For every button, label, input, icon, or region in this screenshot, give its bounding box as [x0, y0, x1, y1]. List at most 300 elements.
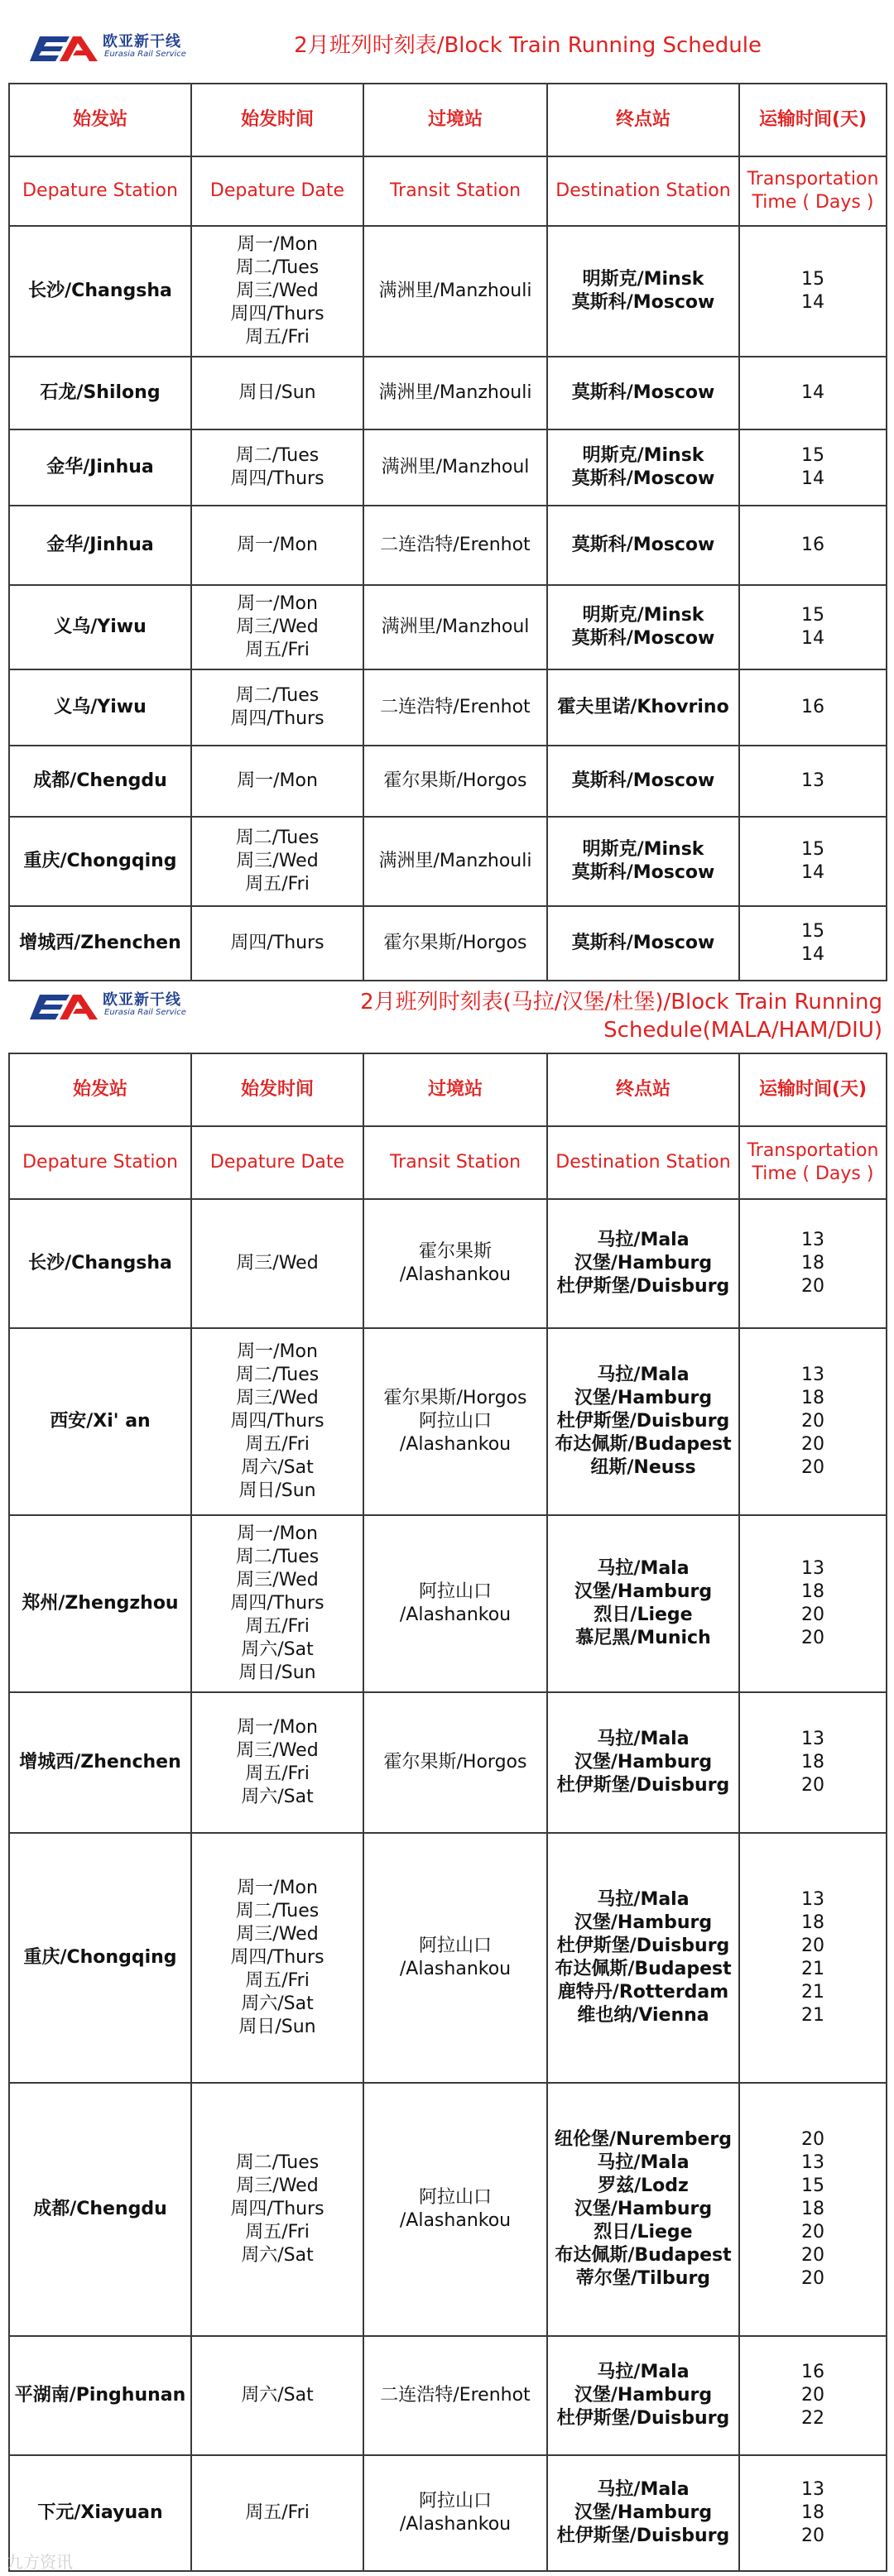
destination-station: 杜伊斯堡/Duisburg: [556, 2526, 730, 2546]
transport-days-cell: [739, 669, 887, 746]
column-header-en: Depature Date: [191, 156, 363, 226]
table-row: [9, 1515, 887, 1692]
departure-station-cell: 重庆/Chongqing: [9, 817, 191, 906]
brand-logo: [28, 988, 194, 1024]
transit-station: /Alashankou: [399, 1264, 512, 1285]
departure-date: 周三/Wed: [236, 1740, 319, 1761]
brand-name-en: Eurasia Rail Service: [104, 50, 186, 59]
destination-cell: [547, 2455, 739, 2571]
transit-station: 满洲里/Manzhoul: [381, 616, 530, 637]
departure-station-cell: 西安/Xi' an: [9, 1328, 191, 1515]
table-row: [9, 357, 887, 429]
destination-station: 杜伊斯堡/Duisburg: [556, 2408, 730, 2429]
column-header-en: Transportation Time ( Days ): [739, 1126, 887, 1199]
departure-station-cell: 增城西/Zhenchen: [9, 1692, 191, 1833]
departure-date-cell: [191, 2336, 363, 2455]
transport-days: 18: [801, 1581, 824, 1602]
transport-days: 13: [801, 2152, 824, 2173]
transport-days: 16: [801, 2362, 824, 2382]
destination-station: 汉堡/Hamburg: [574, 1581, 713, 1602]
destination-station: 莫斯科/Moscow: [571, 862, 715, 883]
destination-station: 维也纳/Vienna: [577, 2005, 709, 2026]
departure-date: 周五/Fri: [245, 2222, 310, 2243]
column-header-cn: 过境站: [363, 84, 547, 156]
schedule1-table: [8, 83, 887, 981]
destination-station: 汉堡/Hamburg: [574, 2502, 713, 2523]
departure-date: 周一/Mon: [237, 593, 318, 614]
destination-station: 莫斯科/Moscow: [571, 770, 715, 791]
destination-station: 杜伊斯堡/Duisburg: [556, 1775, 730, 1796]
departure-date-cell: [191, 669, 363, 746]
departure-station-cell: 平湖南/Pinghunan: [9, 2336, 191, 2455]
transit-station: 霍尔果斯/Horgos: [383, 770, 527, 791]
transport-days: 20: [801, 2222, 824, 2243]
destination-cell: [547, 1199, 739, 1328]
transport-days: 20: [801, 1775, 824, 1796]
column-header-cn: 终点站: [547, 84, 739, 156]
transit-station: 霍尔果斯: [418, 1241, 492, 1262]
departure-date-cell: [191, 357, 363, 429]
departure-date: 周三/Wed: [236, 1570, 319, 1590]
departure-date-cell: [191, 2083, 363, 2336]
destination-cell: [547, 2336, 739, 2455]
transit-station: 满洲里/Manzhouli: [378, 851, 532, 871]
departure-date: 周四/Thurs: [230, 708, 324, 729]
transit-station: 满洲里/Manzhoul: [381, 457, 530, 477]
destination-station: 鹿特丹/Rotterdam: [557, 1982, 729, 2003]
departure-date: 周五/Fri: [245, 640, 310, 660]
destination-station: 莫斯科/Moscow: [571, 933, 715, 953]
transit-station-cell: [363, 1833, 547, 2083]
ea-logo-icon: [28, 35, 99, 63]
transport-days-cell: [739, 1515, 887, 1692]
table-row: [9, 2083, 887, 2336]
column-header-cn: 始发站: [9, 84, 191, 156]
destination-station: 马拉/Mala: [597, 1889, 690, 1910]
destination-station: 马拉/Mala: [597, 1230, 690, 1250]
destination-station: 汉堡/Hamburg: [574, 2385, 713, 2406]
transport-days-cell: [739, 1328, 887, 1515]
transport-days-cell: [739, 1199, 887, 1328]
destination-station: 马拉/Mala: [597, 1365, 690, 1385]
departure-date-cell: [191, 1692, 363, 1833]
table-row: [9, 506, 887, 585]
departure-date: 周四/Thurs: [230, 1947, 324, 1968]
transit-station: 霍尔果斯/Horgos: [383, 1388, 527, 1408]
transport-days: 13: [801, 1365, 824, 1385]
destination-cell: [547, 1515, 739, 1692]
table-row: [9, 226, 887, 357]
departure-date: 周五/Fri: [245, 1616, 310, 1637]
destination-station: 烈日/Liege: [594, 2222, 693, 2243]
departure-date-cell: [191, 1328, 363, 1515]
brand-name-cn: 欧亚新干线: [103, 33, 181, 50]
departure-date: 周五/Fri: [245, 2502, 310, 2523]
destination-station: 马拉/Mala: [597, 1729, 690, 1749]
table-row: [9, 1328, 887, 1515]
destination-station: 马拉/Mala: [597, 2362, 690, 2382]
departure-date-cell: [191, 226, 363, 357]
transport-days: 13: [801, 2479, 824, 2500]
transit-station-cell: [363, 585, 547, 669]
table-row: [9, 429, 887, 506]
transport-days: 16: [801, 535, 824, 555]
destination-station: 莫斯科/Moscow: [571, 292, 715, 313]
schedule1-header: [0, 0, 894, 83]
destination-station: 汉堡/Hamburg: [574, 1253, 713, 1274]
departure-station-cell: 义乌/Yiwu: [9, 585, 191, 669]
table-row: [9, 746, 887, 817]
destination-station: 明斯克/Minsk: [582, 269, 704, 290]
departure-date-cell: [191, 746, 363, 817]
destination-cell: [547, 429, 739, 506]
header-row-en: [9, 1126, 887, 1199]
transport-days: 20: [801, 1411, 824, 1432]
schedule2-header: [0, 976, 894, 1051]
departure-date-cell: [191, 429, 363, 506]
header-row-en: [9, 156, 887, 226]
departure-date: 周二/Tues: [235, 827, 320, 848]
column-header-cn: 始发时间: [191, 1053, 363, 1126]
departure-date: 周三/Wed: [236, 1388, 319, 1408]
transport-days: 20: [801, 2526, 824, 2546]
schedule2-title: [360, 988, 882, 1044]
transport-days: 20: [801, 1276, 824, 1297]
transit-station: 二连浩特/Erenhot: [380, 697, 531, 717]
transit-station-cell: [363, 746, 547, 817]
destination-station: 莫斯科/Moscow: [571, 628, 715, 649]
transit-station-cell: [363, 1328, 547, 1515]
destination-station: 马拉/Mala: [597, 2479, 690, 2500]
destination-cell: [547, 669, 739, 746]
departure-station-cell: 下元/Xiayuan: [9, 2455, 191, 2571]
departure-date: 周一/Mon: [237, 1341, 318, 1362]
departure-date: 周二/Tues: [235, 445, 320, 466]
transport-days: 14: [801, 944, 824, 965]
departure-date: 周四/Thurs: [230, 2199, 324, 2219]
departure-date: 周四/Thurs: [230, 468, 324, 489]
departure-date: 周三/Wed: [236, 1924, 319, 1945]
transport-days-cell: [739, 2455, 887, 2571]
departure-date: 周一/Mon: [237, 770, 318, 791]
transit-station: /Alashankou: [399, 1959, 512, 1979]
transport-days: 15: [801, 445, 824, 466]
table-row: [9, 1199, 887, 1328]
transport-days: 14: [801, 292, 824, 313]
schedule1-title: 2月班列时刻表/Block Train Running Schedule: [294, 33, 762, 58]
transit-station-cell: [363, 817, 547, 906]
destination-station: 明斯克/Minsk: [582, 839, 704, 860]
table-row: [9, 817, 887, 906]
column-header-en: Destination Station: [547, 156, 739, 226]
departure-date: 周六/Sat: [241, 2385, 314, 2406]
departure-date: 周六/Sat: [241, 1639, 314, 1660]
destination-cell: [547, 226, 739, 357]
transport-days: 14: [801, 382, 824, 403]
transit-station-cell: [363, 906, 547, 981]
departure-date: 周三/Wed: [236, 2175, 319, 2196]
destination-station: 蒂尔堡/Tilburg: [575, 2268, 711, 2289]
transit-station: /Alashankou: [399, 2210, 512, 2231]
transport-days: 14: [801, 468, 824, 489]
column-header-en: Transit Station: [363, 156, 547, 226]
column-header-en: Transportation Time ( Days ): [739, 156, 887, 226]
watermark: 九方资讯: [7, 2552, 73, 2572]
departure-date: 周五/Fri: [245, 327, 310, 348]
departure-station-cell: 金华/Jinhua: [9, 506, 191, 585]
transit-station-cell: [363, 429, 547, 506]
destination-station: 明斯克/Minsk: [582, 605, 704, 626]
departure-date: 周二/Tues: [235, 1901, 320, 1921]
transit-station: 阿拉山口: [418, 1411, 492, 1432]
transit-station: 霍尔果斯/Horgos: [383, 933, 527, 953]
transport-days: 20: [801, 1605, 824, 1625]
ea-logo-icon: [28, 993, 99, 1021]
destination-station: 纽伦堡/Nuremberg: [554, 2129, 733, 2150]
transport-days-cell: [739, 429, 887, 506]
transport-days: 13: [801, 1558, 824, 1579]
table-row: [9, 1692, 887, 1833]
transit-station: 二连浩特/Erenhot: [380, 2385, 531, 2406]
destination-station: 马拉/Mala: [597, 2152, 690, 2173]
destination-cell: [547, 746, 739, 817]
transit-station-cell: [363, 506, 547, 585]
schedule2-table: [8, 1053, 887, 2572]
table-row: [9, 1833, 887, 2083]
transport-days: 18: [801, 1388, 824, 1408]
transport-days: 20: [801, 2245, 824, 2266]
transport-days: 15: [801, 605, 824, 626]
departure-date: 周二/Tues: [235, 1365, 320, 1385]
transport-days: 22: [801, 2408, 824, 2429]
departure-date: 周四/Thurs: [230, 304, 324, 324]
transport-days: 13: [801, 770, 824, 791]
departure-date: 周四/Thurs: [230, 933, 324, 953]
transport-days-cell: [739, 906, 887, 981]
column-header-en: Depature Station: [9, 156, 191, 226]
transit-station-cell: [363, 357, 547, 429]
departure-date: 周一/Mon: [237, 1717, 318, 1738]
transport-days-cell: [739, 817, 887, 906]
departure-date: 周五/Fri: [245, 874, 310, 895]
destination-station: 莫斯科/Moscow: [571, 382, 715, 403]
destination-station: 莫斯科/Moscow: [571, 535, 715, 555]
departure-date: 周六/Sat: [241, 2245, 314, 2266]
destination-station: 汉堡/Hamburg: [574, 1912, 713, 1933]
transport-days: 13: [801, 1889, 824, 1910]
departure-date: 周二/Tues: [235, 257, 320, 278]
departure-date: 周五/Fri: [245, 1434, 310, 1455]
destination-station: 汉堡/Hamburg: [574, 1752, 713, 1772]
transport-days-cell: [739, 1833, 887, 2083]
column-header-cn: 终点站: [547, 1053, 739, 1126]
transport-days: 16: [801, 697, 824, 717]
destination-station: 布达佩斯/Budapest: [555, 2245, 732, 2266]
destination-cell: [547, 506, 739, 585]
destination-station: 杜伊斯堡/Duisburg: [556, 1276, 730, 1297]
header-row-cn: [9, 1053, 887, 1126]
transport-days: 18: [801, 1253, 824, 1274]
destination-station: 马拉/Mala: [597, 1558, 690, 1579]
transport-days-cell: [739, 585, 887, 669]
departure-date: 周五/Fri: [245, 1970, 310, 1991]
transport-days: 21: [801, 1982, 824, 2003]
destination-station: 烈日/Liege: [594, 1605, 693, 1625]
destination-station: 汉堡/Hamburg: [574, 1388, 713, 1408]
departure-date: 周四/Thurs: [230, 1411, 324, 1432]
destination-cell: [547, 1692, 739, 1833]
table-row: [9, 2455, 887, 2571]
departure-station-cell: 金华/Jinhua: [9, 429, 191, 506]
departure-date: 周三/Wed: [236, 1253, 319, 1274]
departure-date: 周三/Wed: [236, 851, 319, 871]
destination-cell: [547, 906, 739, 981]
departure-date: 周五/Fri: [245, 1763, 310, 1784]
transport-days: 20: [801, 1457, 824, 1478]
transport-days-cell: [739, 1692, 887, 1833]
transport-days: 20: [801, 1936, 824, 1956]
departure-date: 周一/Mon: [237, 1878, 318, 1898]
transit-station: 霍尔果斯/Horgos: [383, 1752, 527, 1772]
transport-days: 15: [801, 839, 824, 860]
transport-days: 18: [801, 1912, 824, 1933]
transit-station: 阿拉山口: [418, 2187, 492, 2208]
brand-name-cn: 欧亚新干线: [103, 991, 181, 1009]
table-row: [9, 906, 887, 981]
column-header-cn: 运输时间(天): [739, 1053, 887, 1126]
column-header-cn: 始发站: [9, 1053, 191, 1126]
departure-date-cell: [191, 506, 363, 585]
transport-days: 20: [801, 2385, 824, 2406]
transit-station: 阿拉山口: [418, 1581, 492, 1602]
transport-days-cell: [739, 357, 887, 429]
departure-date: 周一/Mon: [237, 1523, 318, 1544]
departure-station-cell: 长沙/Changsha: [9, 1199, 191, 1328]
destination-station: 明斯克/Minsk: [582, 445, 704, 466]
destination-cell: [547, 2083, 739, 2336]
transit-station-cell: [363, 2083, 547, 2336]
destination-station: 慕尼黑/Munich: [575, 1628, 711, 1648]
transit-station-cell: [363, 1515, 547, 1692]
departure-station-cell: 义乌/Yiwu: [9, 669, 191, 746]
transit-station: 阿拉山口: [418, 2491, 492, 2511]
brand-logo: [28, 30, 194, 66]
transport-days-cell: [739, 746, 887, 817]
transit-station: 二连浩特/Erenhot: [380, 535, 531, 555]
departure-date-cell: [191, 2455, 363, 2571]
departure-date: 周一/Mon: [237, 234, 318, 255]
departure-date: 周日/Sun: [238, 2017, 316, 2037]
transit-station: /Alashankou: [399, 1605, 512, 1625]
transit-station: 阿拉山口: [418, 1936, 492, 1956]
destination-station: 杜伊斯堡/Duisburg: [556, 1936, 730, 1956]
departure-station-cell: 增城西/Zhenchen: [9, 906, 191, 981]
departure-station-cell: 成都/Chengdu: [9, 746, 191, 817]
departure-date-cell: [191, 906, 363, 981]
column-header-en: Destination Station: [547, 1126, 739, 1199]
destination-station: 布达佩斯/Budapest: [555, 1959, 732, 1979]
transit-station-cell: [363, 1692, 547, 1833]
transit-station-cell: [363, 2336, 547, 2455]
departure-station-cell: 长沙/Changsha: [9, 226, 191, 357]
transit-station: 满洲里/Manzhouli: [378, 382, 532, 403]
departure-date-cell: [191, 817, 363, 906]
transport-days: 20: [801, 2129, 824, 2150]
transport-days-cell: [739, 226, 887, 357]
transport-days: 20: [801, 1434, 824, 1455]
destination-station: 杜伊斯堡/Duisburg: [556, 1411, 730, 1432]
departure-station-cell: 郑州/Zhengzhou: [9, 1515, 191, 1692]
destination-cell: [547, 357, 739, 429]
schedule2-title-line1: 2月班列时刻表(马拉/汉堡/杜堡)/Block Train Running: [360, 990, 882, 1015]
destination-station: 布达佩斯/Budapest: [555, 1434, 732, 1455]
departure-date: 周四/Thurs: [230, 1593, 324, 1614]
departure-date-cell: [191, 1199, 363, 1328]
transport-days: 13: [801, 1729, 824, 1749]
destination-cell: [547, 817, 739, 906]
departure-date: 周二/Tues: [235, 685, 320, 706]
departure-date: 周日/Sun: [238, 1662, 316, 1683]
transport-days: 18: [801, 2199, 824, 2219]
transport-days: 18: [801, 2502, 824, 2523]
transport-days: 14: [801, 862, 824, 883]
transport-days: 20: [801, 2268, 824, 2289]
departure-date: 周日/Sun: [238, 382, 316, 403]
transport-days: 13: [801, 1230, 824, 1250]
destination-station: 纽斯/Neuss: [590, 1457, 696, 1478]
column-header-en: Depature Station: [9, 1126, 191, 1199]
table-row: [9, 669, 887, 746]
departure-station-cell: 重庆/Chongqing: [9, 1833, 191, 2083]
departure-date: 周一/Mon: [237, 535, 318, 555]
transport-days-cell: [739, 506, 887, 585]
departure-date-cell: [191, 585, 363, 669]
column-header-cn: 运输时间(天): [739, 84, 887, 156]
departure-date: 周六/Sat: [241, 1457, 314, 1478]
transport-days: 15: [801, 921, 824, 942]
destination-station: 霍夫里诺/Khovrino: [557, 697, 729, 717]
departure-date: 周二/Tues: [235, 1547, 320, 1567]
destination-cell: [547, 1328, 739, 1515]
transport-days: 21: [801, 1959, 824, 1979]
destination-station: 罗兹/Lodz: [598, 2175, 689, 2196]
departure-date: 周六/Sat: [241, 1993, 314, 2014]
transit-station-cell: [363, 669, 547, 746]
departure-date: 周三/Wed: [236, 616, 319, 637]
departure-date: 周日/Sun: [238, 1480, 316, 1501]
column-header-en: Depature Date: [191, 1126, 363, 1199]
transit-station-cell: [363, 2455, 547, 2571]
departure-date: 周三/Wed: [236, 281, 319, 301]
transit-station: 满洲里/Manzhouli: [378, 281, 532, 301]
transport-days: 15: [801, 2175, 824, 2196]
destination-cell: [547, 1833, 739, 2083]
transport-days: 14: [801, 628, 824, 649]
transit-station: /Alashankou: [399, 1434, 512, 1455]
column-header-en: Transit Station: [363, 1126, 547, 1199]
column-header-cn: 始发时间: [191, 84, 363, 156]
header-row-cn: [9, 84, 887, 156]
transport-days-cell: [739, 2083, 887, 2336]
departure-date-cell: [191, 1515, 363, 1692]
brand-name-en: Eurasia Rail Service: [104, 1008, 186, 1017]
transit-station-cell: [363, 226, 547, 357]
departure-date: 周六/Sat: [241, 1787, 314, 1807]
departure-date-cell: [191, 1833, 363, 2083]
column-header-cn: 过境站: [363, 1053, 547, 1126]
transport-days-cell: [739, 2336, 887, 2455]
table-row: [9, 2336, 887, 2455]
